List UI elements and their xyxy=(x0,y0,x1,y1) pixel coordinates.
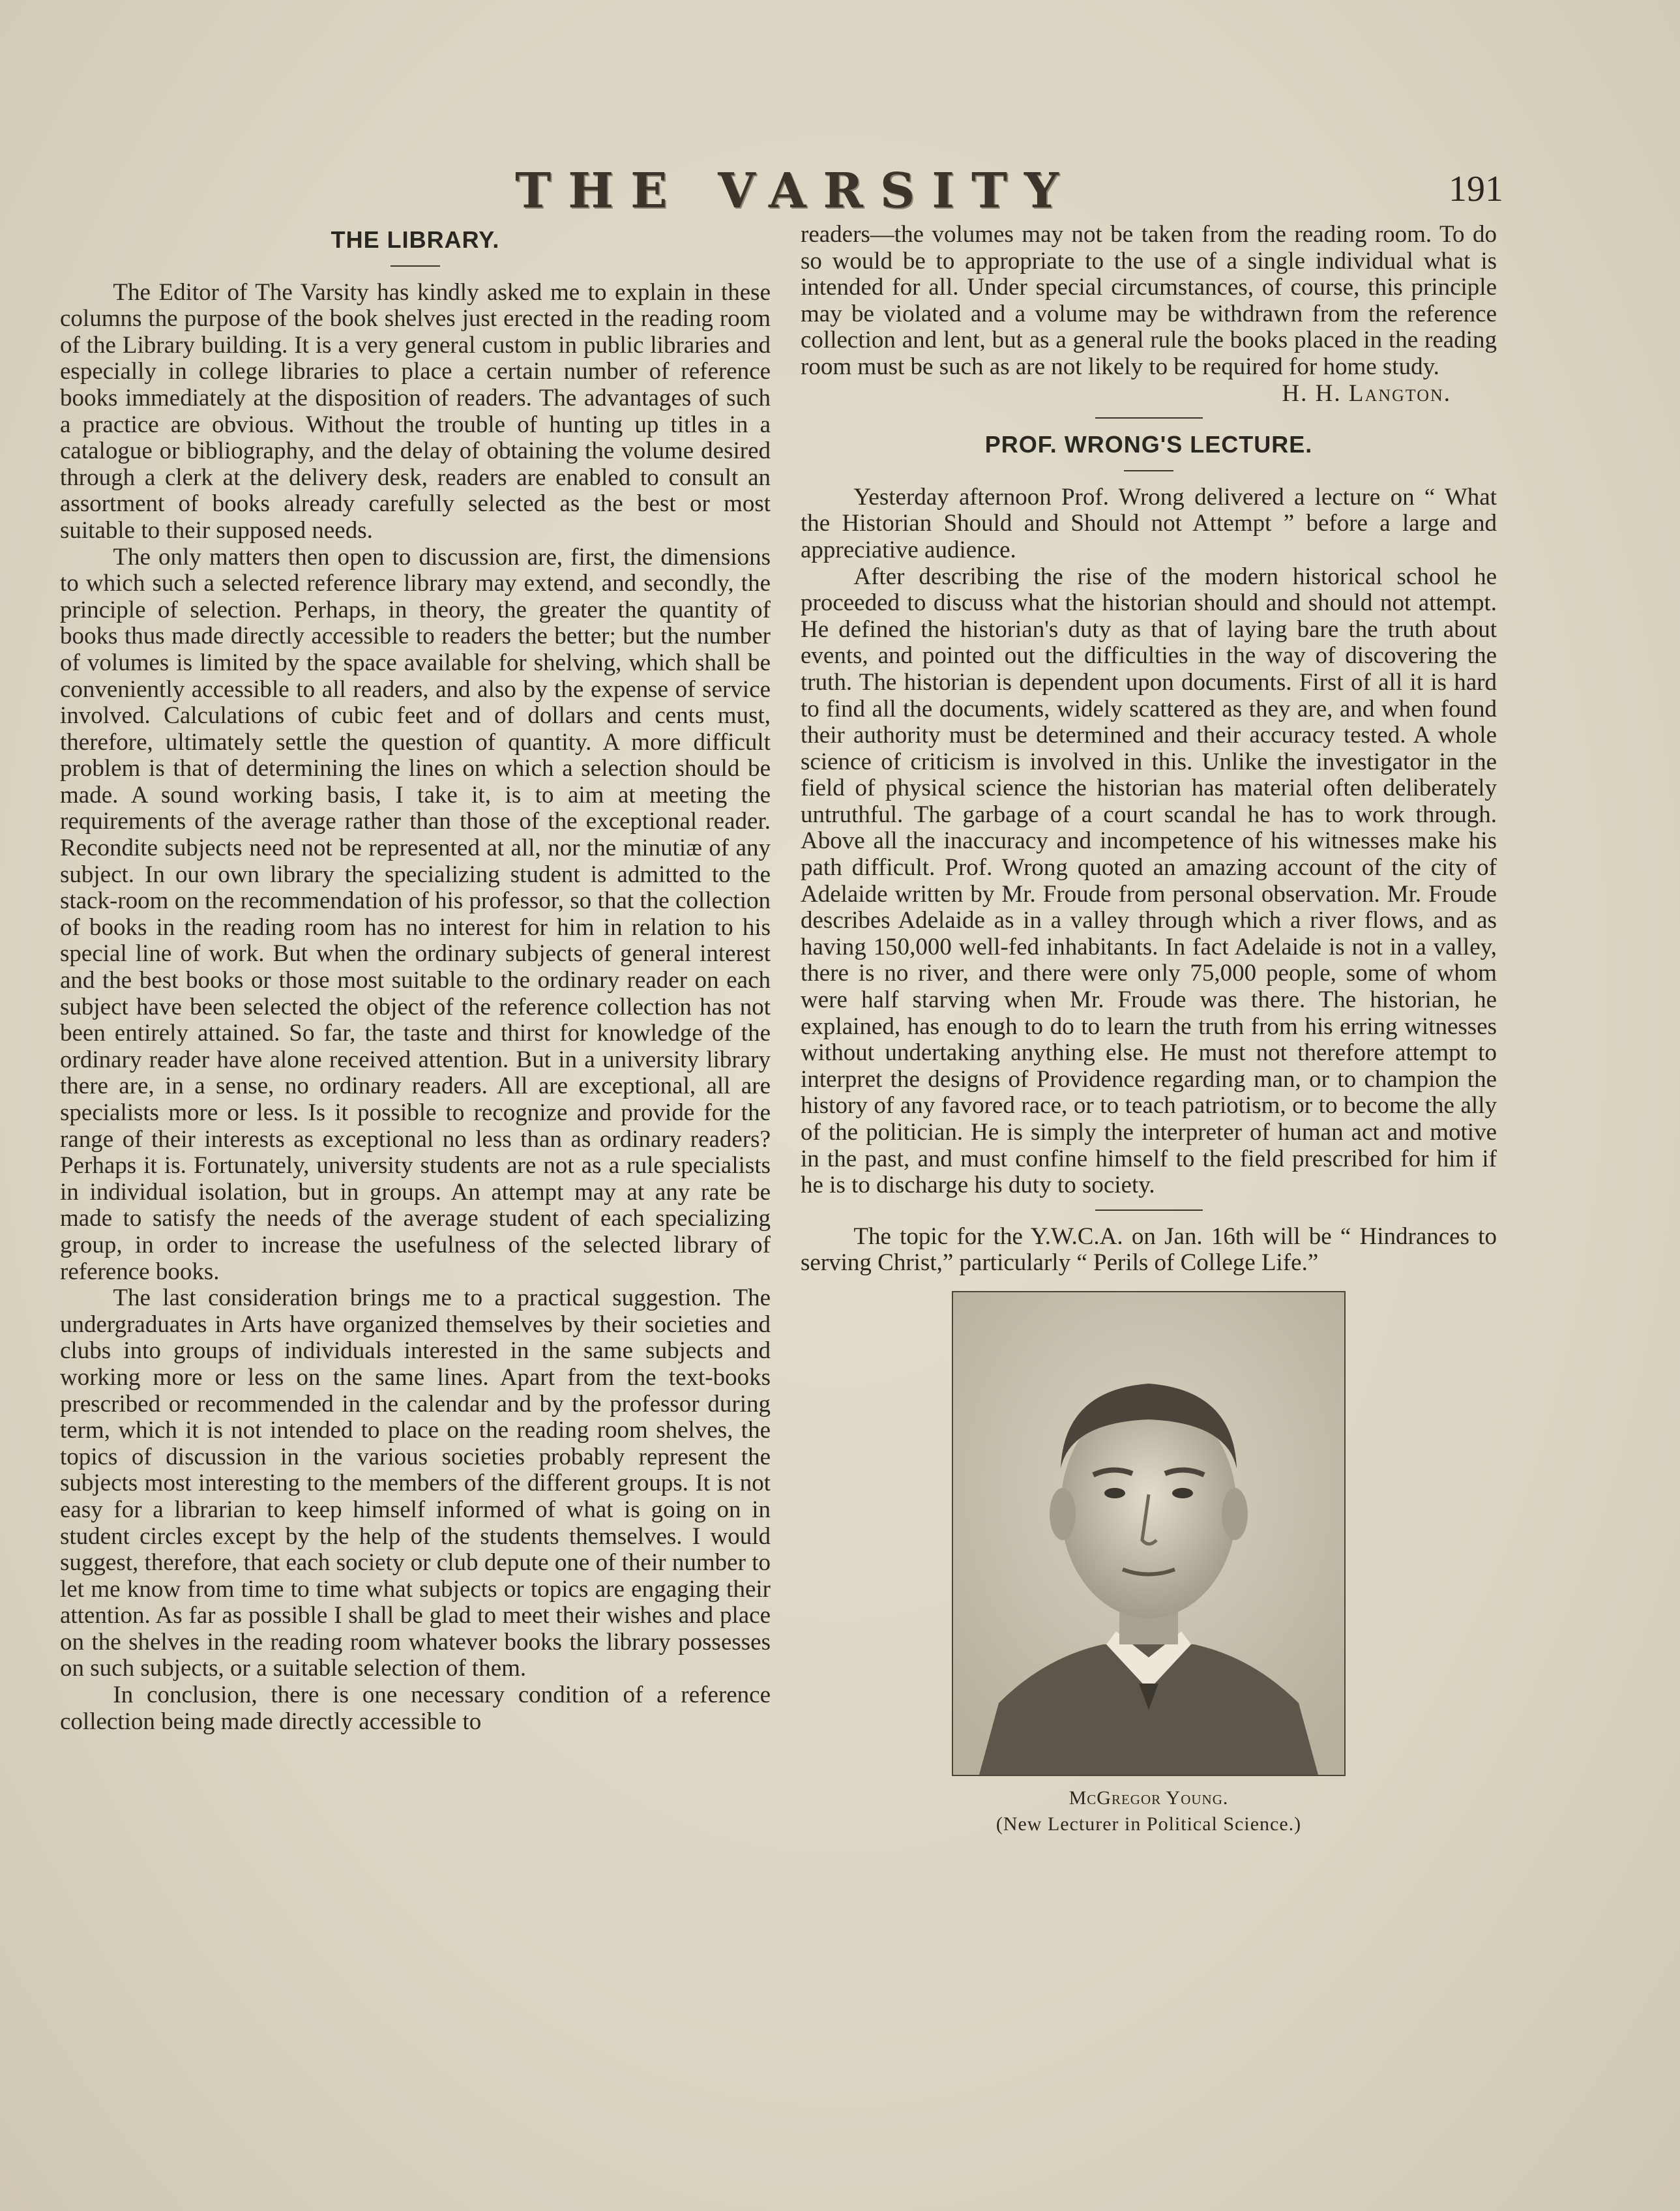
portrait-photo xyxy=(952,1291,1346,1776)
title-rule xyxy=(1124,470,1173,471)
right-column xyxy=(801,222,1497,1837)
ywca-notice: The topic for the Y.W.C.A. on Jan. 16th will be “ Hindrances to serving Christ,” particularly “ Perils of College Life.” xyxy=(801,1223,1497,1277)
page-number: 191 xyxy=(1449,169,1503,209)
lecture-paragraph: Yesterday afternoon Prof. Wrong delivered a lecture on “ What the Historian Should and Should not Attempt ” before a large and appreciative audience. xyxy=(801,483,1497,563)
section-rule xyxy=(1095,1209,1203,1211)
photo-caption xyxy=(801,1785,1497,1837)
library-continuation: readers—the volumes may not be taken from the reading room. To do so would be to appropriate to the use of a single individual what is intended for all. Under special circumstances, of course, this principle may be violated and a volume may be withdrawn from the reference collection and lent, but as a general rule the books placed in the reading room must be such as are not likely to be required for home study. xyxy=(801,221,1497,380)
library-paragraph: In conclusion, there is one necessary condition of a reference collection being made directly accessible to xyxy=(60,1682,771,1735)
library-paragraph: The last consideration brings me to a practical suggestion. The undergraduates in Arts have organized themselves by their societies and clubs into groups of individuals interested in the same subjects and working more or less on the same lines. Apart from the text-books prescribed or recommended in the calendar and by the professor during term, which it is not intended to place on the reading room shelves, the topics of discussion in the various societies probably represent the subjects most interesting to the members of the different groups. It is not easy for a librarian to keep himself informed of what is going on in student circles except by the help of the students themselves. I would suggest, therefore, that each society or club depute one of their number to let me know from time to time what subjects or topics are engaging their attention. As far as possible I shall be glad to meet their wishes and place on the shelves in the reading room whatever books the library possesses on such subjects, or a suitable selection of them. xyxy=(60,1284,771,1682)
photo-caption-role: (New Lecturer in Political Science.) xyxy=(995,1813,1302,1835)
left-column xyxy=(60,222,771,1735)
library-article-title: THE LIBRARY. xyxy=(331,226,500,253)
library-paragraph: The Editor of The Varsity has kindly asked me to explain in these columns the purpose of the book shelves just erected in the reading room of the Library building. It is a very general custom in public libraries and especially in college libraries to place a certain number of reference books immediately at the disposition of readers. The advantages of such a practice are obvious. Without the trouble of hunting up titles in a catalogue or bibliography, and the delay of obtaining the volume desired through a clerk at the delivery desk, readers are enabled to consult an assortment of books already carefully selected as the best or most suitable to their supposed needs. xyxy=(60,278,771,544)
masthead: THE VARSITY xyxy=(515,163,1076,219)
title-rule xyxy=(391,265,440,267)
portrait-illustration xyxy=(953,1292,1344,1775)
library-signature: H. H. Langton. xyxy=(1282,379,1451,407)
lecture-article-title: PROF. WRONG'S LECTURE. xyxy=(984,431,1313,458)
photo-caption-name: McGregor Young. xyxy=(1068,1787,1229,1809)
section-rule xyxy=(1095,417,1203,419)
lecture-paragraph: After describing the rise of the modern historical school he proceeded to discuss what the historian should and should not attempt. He defined the historian's duty as that of laying bare the truth about events, and pointed out the difficulties in the way of discovering the truth. The historian is dependent upon documents. First of all it is hard to find all the documents, widely scattered as they are, and when found their authority must be determined and their accuracy tested. A whole science of criticism is involved in this. Unlike the investigator in the field of physical science the historian has material often deliberately untruthful. The garbage of a court scandal he has to work through. Above all the inaccuracy and incompetence of his witnesses make his path difficult. Prof. Wrong quoted an amazing account of the city of Adelaide written by Mr. Froude from personal observation. Mr. Froude describes Adelaide as in a valley through which a river flows, and as having 150,000 well-fed inhabitants. In fact Adelaide is not in a valley, there is no river, and there were only 75,000 people, some of whom were half starving when Mr. Froude was there. The historian, he explained, has enough to do to learn the truth from his erring witnesses without undertaking anything else. He must not therefore attempt to interpret the designs of Providence regarding man, or to champion the history of any favored race, or to teach patriotism, or to become the ally of the politician. He is simply the interpreter of human act and motive in the past, and must confine himself to the field prescribed for him if he is to discharge his duty to society. xyxy=(801,563,1497,1199)
library-paragraph: The only matters then open to discussion are, first, the dimensions to which such a selected reference library may extend, and secondly, the principle of selection. Perhaps, in theory, the greater the quantity of books thus made directly accessible to readers the better; but the number of volumes is limited by the space available for shelving, which shall be conveniently accessible to all readers, and also by the expense of service involved. Calculations of cubic feet and of dollars and cents must, therefore, ultimately settle the question of quantity. A more difficult problem is that of determining the lines on which a selection should be made. A sound working basis, I take it, is to aim at meeting the requirements of the average rather than those of the exceptional reader. Recondite subjects need not be represented at all, nor the minutiæ of any subject. In our own library the specializing student is admitted to the stack-room on the recommendation of his professor, so that the collection of books in the reading room has no interest for him in relation to his special line of work. But when the ordinary subjects of general interest and the best books or those most suitable to the ordinary reader on each subject have been selected the object of the reference collection has not been entirely attained. So far, the taste and thirst for knowledge of the ordinary reader have alone received attention. But in a university library there are, in a sense, no ordinary readers. All are exceptional, all are specialists more or less. Is it possible to recognize and provide for the range of their interests as exceptional no less than as ordinary readers? Perhaps it is. Fortunately, university students are not as a rule specialists in individual isolation, but in groups. An attempt may at any rate be made to satisfy the needs of the average student of each specializing group, in order to increase the usefulness of the selected library of reference books. xyxy=(60,543,771,1285)
